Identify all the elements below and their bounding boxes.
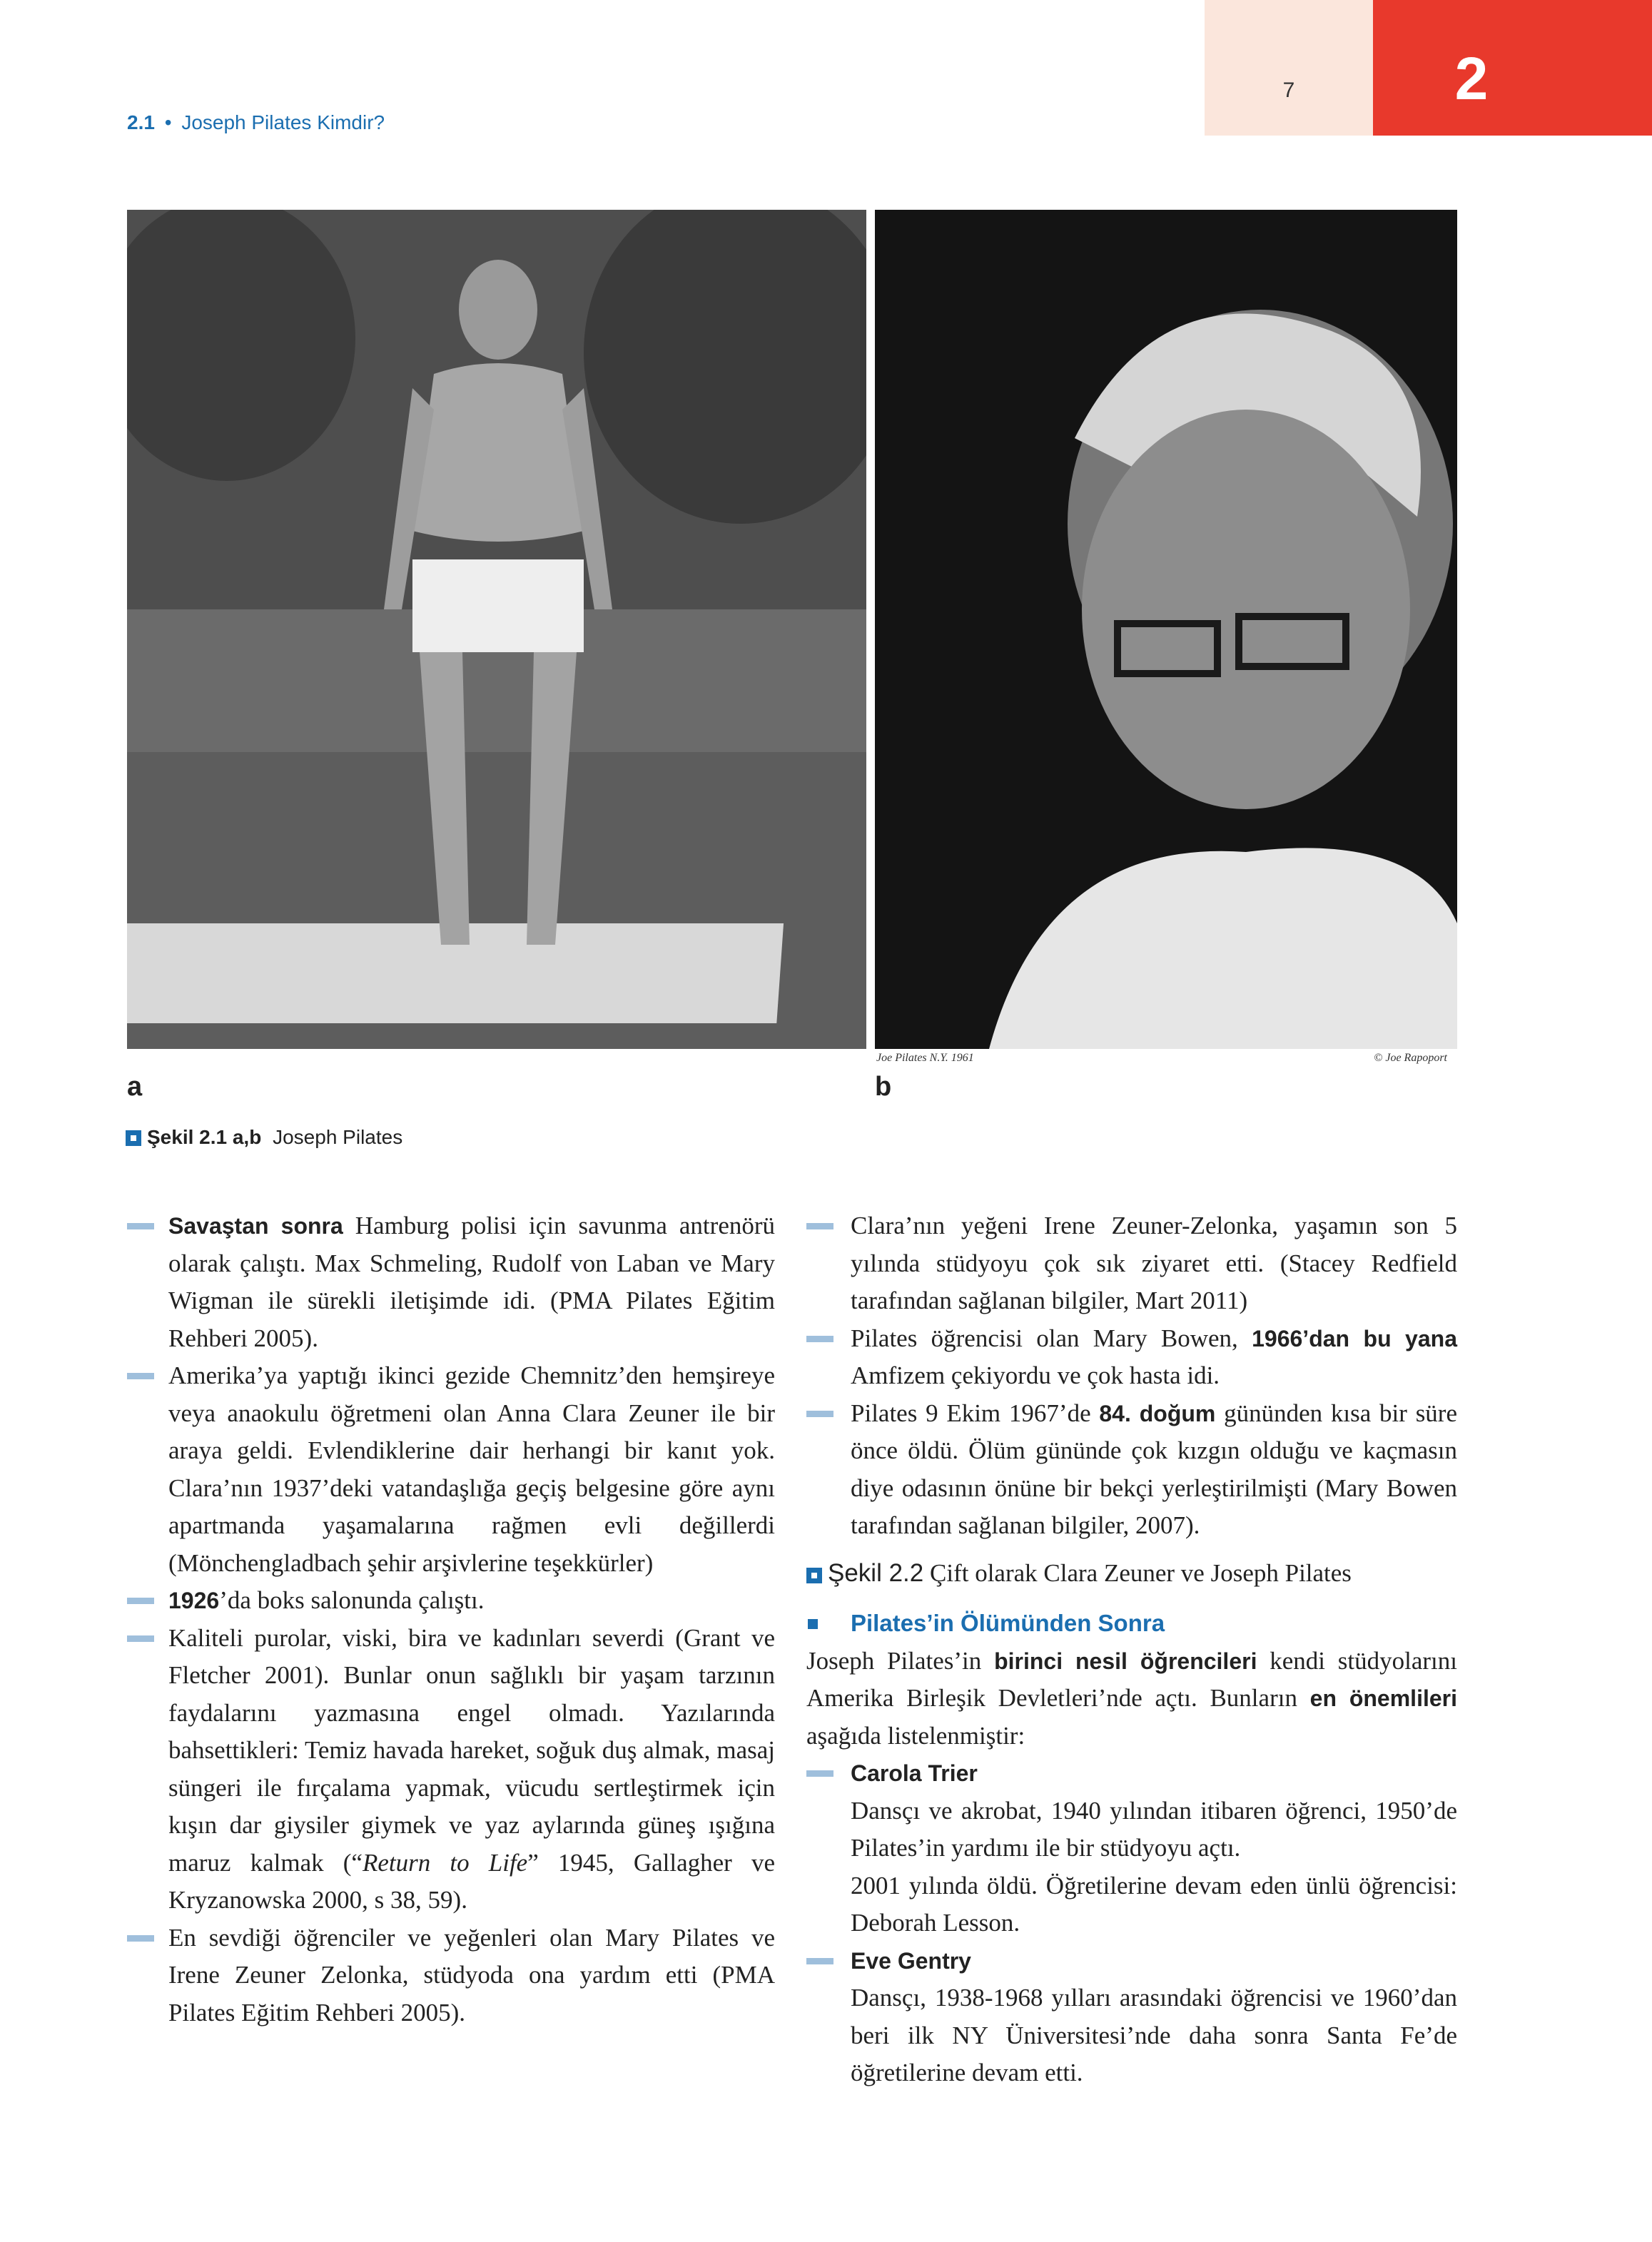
student-description: Dansçı ve akrobat, 1940 yılından itibaren öğrenci, 1950’de Pilates’in yardımı ile bir stüdyoyu açtı. <box>851 1796 1457 1862</box>
student-item <box>806 1755 1457 1942</box>
bullet-dash-icon <box>127 1935 154 1942</box>
list-item-text: Clara’nın yeğeni Irene Zeuner-Zelonka, yaşamın son 5 yılında stüdyoyu çok sık ziyaret etti. (Stacey Redfield tarafından sağlanan bilgiler, Mart 2011) <box>851 1212 1457 1314</box>
page-number-tab <box>1205 0 1373 136</box>
section-heading <box>806 1605 1457 1643</box>
photo-a-joseph-pilates-standing <box>127 210 866 1049</box>
list-item-text: Pilates 9 Ekim 1967’de <box>851 1399 1100 1427</box>
list-item <box>127 1357 775 1582</box>
figure-label-b: b <box>875 1072 892 1102</box>
figure-2-2-label: Şekil 2.2 <box>828 1558 924 1587</box>
intro-text: kendi stüdyolarını Amerika Birleşik Devletleri’nde açtı. Bunların <box>806 1646 1458 1712</box>
list-item <box>127 1620 775 1919</box>
photo-b-signature: Joe Pilates N.Y. 1961 <box>876 1052 974 1064</box>
bullet-dash-icon <box>127 1223 154 1229</box>
list-item-bold: 1966’dan bu yana <box>1252 1325 1457 1351</box>
student-name: Carola Trier <box>851 1760 978 1786</box>
bullet-dash-icon <box>127 1635 154 1642</box>
photo-b-credit: © Joe Rapoport <box>1374 1052 1447 1064</box>
running-head <box>127 111 385 134</box>
photo-b-handwriting <box>876 1052 1447 1066</box>
list-item <box>806 1207 1457 1320</box>
photo-b-joseph-pilates-portrait <box>875 210 1457 1049</box>
intro-bold: en önemlileri <box>1309 1685 1457 1711</box>
figure-marker-icon <box>126 1130 141 1146</box>
intro-text: aşağıda listelenmiştir: <box>806 1721 1025 1750</box>
bullet-dash-icon <box>127 1598 154 1604</box>
list-item-text: Amerika’ya yaptığı ikinci gezide Chemnitz’den hemşireye veya anaokulu öğretmeni olan Anna Clara Zeuner ile bir araya geldi. Evlendiklerine dair herhangi bir kanıt yok. Clara’nın 1937’deki vatandaşlığa geçiş belgesine göre aynı apartmanda yaşamalarına rağmen evli değillerdi (Mönchengladbach şehir arşivlerine teşekkürler) <box>168 1361 775 1577</box>
bullet-dash-icon <box>806 1770 833 1777</box>
left-column <box>127 1207 775 2032</box>
figure-2-1-caption <box>126 1126 402 1149</box>
figure-2-2-caption <box>806 1555 1457 1593</box>
intro-paragraph <box>806 1643 1457 1755</box>
list-item-text-after: gününden kısa bir süre önce öldü. Ölüm gününde çok kızgın olduğu ve kaçmasın diye odasının önüne bir bekçi yerleştirilmişti (Mary Bowen tarafından sağlanan bilgiler, 2007). <box>851 1399 1458 1539</box>
intro-bold: birinci nesil öğrencileri <box>994 1648 1257 1674</box>
section-square-icon <box>808 1619 818 1629</box>
student-name: Eve Gentry <box>851 1947 971 1974</box>
bullet-dash-icon <box>806 1223 833 1229</box>
student-description: Dansçı, 1938-1968 yılları arasındaki öğrencisi ve 1960’dan beri ilk NY Üniversitesi’nde daha sonra Santa Fe’de öğretilerine devam etti. <box>851 1984 1457 2086</box>
section-separator: • <box>164 111 172 133</box>
list-item-bold: 84. doğum <box>1099 1400 1216 1426</box>
list-item-text: Hamburg polisi için savunma antrenörü olarak çalıştı. Max Schmeling, Rudolf von Laban ve Mary Wigman ile sürekli iletişimde idi. (PMA Pilates Eğitim Rehberi 2005). <box>168 1212 776 1352</box>
list-item-text-after: Amfizem çekiyordu ve çok hasta idi. <box>851 1361 1220 1389</box>
figure-marker-icon <box>806 1568 822 1583</box>
right-column <box>806 1207 1457 2092</box>
bullet-dash-icon <box>806 1336 833 1342</box>
page-number: 7 <box>1282 78 1295 102</box>
student-item <box>806 1942 1457 2092</box>
bullet-dash-icon <box>806 1411 833 1417</box>
photo-b-illustration <box>875 210 1457 1049</box>
figure-label-a: a <box>127 1072 143 1102</box>
book-title: Return to Life <box>362 1848 528 1877</box>
list-item-text-after: ” 1945, Gallagher ve Kryzanowska 2000, s 38, 59). <box>168 1848 775 1914</box>
list-item-text: Kaliteli purolar, viski, bira ve kadınları severdi (Grant ve Fletcher 2001). Bunlar onun sağlıklı bir yaşam tarzının faydalarını yazmasına engel olmadı. Yazılarında bahsettikleri: Temiz havada hareket, soğuk duş almak, masaj süngeri ile fırçalama yapmak, vücudu sertleştirmek için kışın dar giysiler giymek ve yaz aylarında güneş ışığına maruz kalmak (“ <box>168 1623 775 1877</box>
list-item <box>127 1207 775 1357</box>
list-item <box>806 1320 1457 1395</box>
bullet-dash-icon <box>806 1958 833 1964</box>
intro-text: Joseph Pilates’in <box>806 1646 995 1675</box>
list-item-text: ’da boks salonunda çalıştı. <box>219 1586 485 1614</box>
student-description: 2001 yılında öldü. Öğretilerine devam eden ünlü öğrencisi: Deborah Lesson. <box>851 1871 1457 1937</box>
photo-a-illustration <box>127 210 866 1049</box>
section-number: 2.1 <box>127 111 155 133</box>
list-item-bold: Savaştan sonra <box>168 1213 343 1239</box>
figure-2-1-caption-label: Şekil 2.1 a,b <box>147 1126 262 1148</box>
section-title: Joseph Pilates Kimdir? <box>181 111 385 133</box>
list-item <box>127 1919 775 2032</box>
section-heading-text: Pilates’in Ölümünden Sonra <box>851 1610 1165 1636</box>
list-item-text: Pilates öğrencisi olan Mary Bowen, <box>851 1324 1252 1352</box>
list-item <box>806 1395 1457 1545</box>
figure-2-2-text: Çift olarak Clara Zeuner ve Joseph Pilates <box>923 1558 1352 1587</box>
list-item <box>127 1582 775 1620</box>
bullet-dash-icon <box>127 1373 154 1379</box>
chapter-number: 2 <box>1454 45 1489 112</box>
figure-2-1-caption-text: Joseph Pilates <box>273 1126 403 1148</box>
list-item-text: En sevdiği öğrenciler ve yeğenleri olan Mary Pilates ve Irene Zeuner Zelonka, stüdyoda ona yardım etti (PMA Pilates Eğitim Rehberi 2005). <box>168 1923 775 2027</box>
list-item-bold: 1926 <box>168 1588 220 1613</box>
